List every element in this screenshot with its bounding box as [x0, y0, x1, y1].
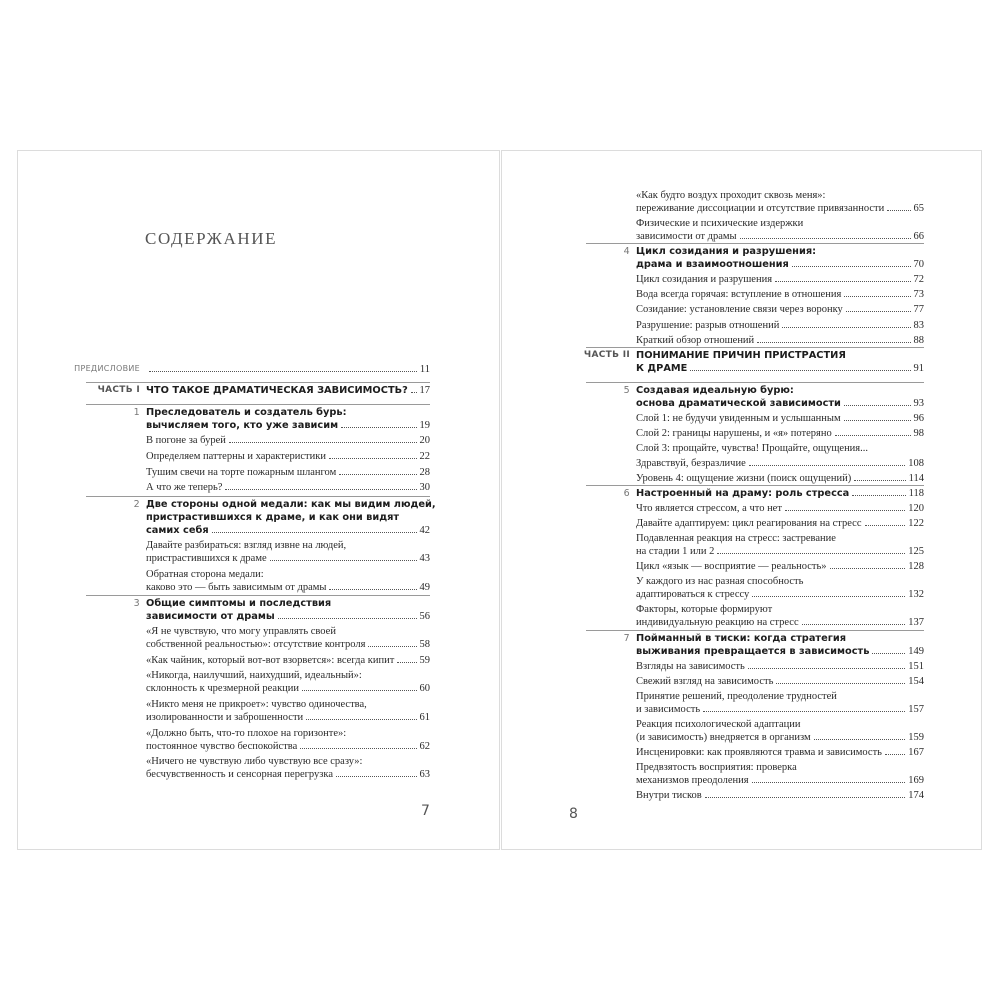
entry-title: Разрушение: разрыв отношений — [636, 320, 780, 331]
entry-page-number: 108 — [908, 458, 924, 469]
toc-entry[interactable] — [146, 435, 430, 447]
entry-page-number: 83 — [913, 320, 924, 331]
toc-entry[interactable] — [146, 467, 430, 479]
toc-entry[interactable] — [146, 540, 430, 552]
entry-page-number: 120 — [908, 503, 924, 514]
toc-chapter[interactable] — [146, 499, 436, 511]
toc-entry[interactable] — [146, 553, 430, 565]
dot-leader — [776, 682, 905, 684]
toc-entry[interactable] — [636, 617, 924, 629]
toc-part[interactable] — [636, 350, 924, 362]
entry-title: Взгляды на зависимость — [636, 661, 745, 672]
entry-title: У каждого из нас разная способность — [636, 576, 804, 587]
toc-entry[interactable] — [146, 451, 430, 463]
entry-title: выживания превращается в зависимость — [636, 646, 870, 657]
entry-title: Тушим свечи на торте пожарным шлангом — [146, 467, 337, 478]
entry-page-number: 174 — [908, 790, 924, 801]
dot-leader — [705, 796, 906, 798]
entry-page-number: 59 — [419, 655, 430, 666]
entry-page-number: 125 — [908, 546, 924, 557]
toc-entry[interactable] — [146, 728, 430, 740]
toc-entry[interactable] — [636, 413, 924, 425]
entry-page-number: 151 — [908, 661, 924, 672]
section-label: ПРЕДИСЛОВИЕ — [74, 364, 140, 373]
entry-title: пристрастившихся к драме — [146, 553, 267, 564]
entry-page-number: 43 — [419, 553, 430, 564]
toc-entry[interactable] — [146, 639, 430, 651]
entry-page-number: 62 — [419, 741, 430, 752]
entry-title: Что является стрессом, а что нет — [636, 503, 782, 514]
entry-page-number: 167 — [908, 747, 924, 758]
chapter-number: 2 — [133, 499, 140, 510]
entry-title: Внутри тисков — [636, 790, 702, 801]
toc-entry[interactable] — [636, 762, 924, 774]
entry-page-number: 91 — [913, 363, 924, 374]
page-number: 7 — [421, 803, 430, 819]
entry-title: самих себя — [146, 525, 209, 536]
toc-entry[interactable] — [636, 775, 924, 787]
dot-leader — [397, 661, 416, 663]
toc-entry[interactable] — [636, 790, 924, 802]
entry-title: «Как будто воздух проходит сквозь меня»: — [636, 190, 826, 201]
toc-entry[interactable] — [636, 719, 924, 731]
dot-leader — [835, 434, 911, 436]
entry-title: индивидуальную реакцию на стресс — [636, 617, 799, 628]
toc-entry[interactable] — [636, 274, 924, 286]
dot-leader — [887, 209, 910, 211]
entry-title: Предвзятость восприятия: проверка — [636, 762, 797, 773]
dot-leader — [149, 370, 417, 372]
entry-title: основа драматической зависимости — [636, 398, 841, 409]
entry-title: и зависимость — [636, 704, 701, 715]
dot-leader — [844, 404, 911, 406]
toc-chapter[interactable] — [146, 611, 430, 623]
dot-leader — [775, 280, 910, 282]
entry-title: вычисляем того, кто уже зависим — [146, 420, 339, 431]
entry-title: Определяем паттерны и характеристики — [146, 451, 326, 462]
entry-title: Вода всегда горячая: вступление в отношения — [636, 289, 842, 300]
toc-entry[interactable] — [636, 335, 924, 347]
dot-leader — [329, 457, 417, 459]
dot-leader — [411, 391, 417, 393]
toc-chapter[interactable] — [636, 385, 924, 397]
dot-leader — [844, 295, 910, 297]
entry-page-number: 17 — [419, 385, 430, 396]
dot-leader — [703, 710, 905, 712]
entry-page-number: 137 — [908, 617, 924, 628]
entry-title: Физические и психические издержки — [636, 218, 804, 229]
section-divider — [586, 485, 924, 486]
entry-page-number: 60 — [419, 683, 430, 694]
toc-entry[interactable] — [146, 699, 430, 711]
toc-chapter[interactable] — [146, 407, 430, 419]
entry-page-number: 72 — [913, 274, 924, 285]
entry-title: Свежий взгляд на зависимость — [636, 676, 774, 687]
entry-page-number: 93 — [913, 398, 924, 409]
chapter-number: 5 — [623, 385, 630, 396]
entry-title: изолированности и заброшенности — [146, 712, 304, 723]
entry-page-number: 77 — [913, 304, 924, 315]
toc-entry[interactable] — [636, 320, 924, 332]
toc-chapter[interactable] — [146, 512, 430, 524]
section-divider — [586, 243, 924, 244]
dot-leader — [749, 464, 906, 466]
dot-leader — [830, 567, 906, 569]
entry-title: Цикл созидания и разрушения — [636, 274, 773, 285]
entry-title: «Ничего не чувствую либо чувствую все сразу»: — [146, 756, 363, 767]
dot-leader — [802, 623, 906, 625]
entry-title: на стадии 1 или 2 — [636, 546, 715, 557]
entry-page-number: 122 — [908, 518, 924, 529]
section-divider — [586, 630, 924, 631]
entry-page-number: 149 — [908, 646, 924, 657]
toc-entry[interactable] — [636, 546, 924, 558]
toc-entry[interactable] — [146, 626, 430, 638]
toc-entry[interactable] — [636, 589, 924, 601]
toc-entry[interactable] — [636, 443, 924, 455]
dot-leader — [752, 595, 905, 597]
entry-title: зависимости от драмы — [636, 231, 737, 242]
toc-entry[interactable] — [146, 683, 430, 695]
entry-page-number: 157 — [908, 704, 924, 715]
entry-page-number: 61 — [419, 712, 430, 723]
dot-leader — [814, 738, 906, 740]
entry-title: В погоне за бурей — [146, 435, 226, 446]
entry-title: собственной реальностью»: отсутствие контроля — [146, 639, 366, 650]
entry-page-number: 63 — [419, 769, 430, 780]
entry-page-number: 73 — [913, 289, 924, 300]
toc-entry[interactable] — [636, 676, 924, 688]
dot-leader — [278, 617, 417, 619]
toc-entry[interactable] — [636, 533, 924, 545]
entry-title: Слой 3: прощайте, чувства! Прощайте, ощущения... — [636, 443, 869, 454]
entry-title: постоянное чувство беспокойства — [146, 741, 298, 752]
entry-title: Обратная сторона медали: — [146, 569, 264, 580]
entry-title: Уровень 4: ощущение жизни (поиск ощущений) — [636, 473, 852, 484]
entry-title: ЧТО ТАКОЕ ДРАМАТИЧЕСКАЯ ЗАВИСИМОСТЬ? — [146, 385, 408, 396]
dot-leader — [306, 718, 416, 720]
entry-page-number: 88 — [913, 335, 924, 346]
entry-title: зависимости от драмы — [146, 611, 275, 622]
dot-leader — [300, 747, 416, 749]
dot-leader — [229, 441, 417, 443]
toc-entry[interactable] — [146, 670, 430, 682]
chapter-number: 7 — [623, 633, 630, 644]
entry-title: Подавленная реакция на стресс: застревание — [636, 533, 836, 544]
entry-title: механизмов преодоления — [636, 775, 749, 786]
toc-chapter[interactable] — [146, 598, 430, 610]
toc-entry[interactable] — [636, 473, 924, 485]
dot-leader — [212, 531, 417, 533]
entry-title: Две стороны одной медали: как мы видим людей, — [146, 499, 436, 510]
entry-page-number: 154 — [908, 676, 924, 687]
entry-title: переживание диссоциации и отсутствие привязанности — [636, 203, 885, 214]
toc-chapter[interactable] — [636, 398, 924, 410]
entry-title: Общие симптомы и последствия — [146, 598, 332, 609]
toc-entry[interactable] — [146, 569, 430, 581]
toc-entry[interactable] — [636, 604, 924, 616]
dot-leader — [885, 753, 905, 755]
entry-title: К ДРАМЕ — [636, 363, 688, 374]
dot-leader — [846, 310, 911, 312]
dot-leader — [748, 667, 905, 669]
entry-title: А что же теперь? — [146, 482, 223, 493]
dot-leader — [740, 237, 911, 239]
section-divider — [86, 404, 430, 405]
toc-entry[interactable] — [636, 428, 924, 440]
toc-part[interactable] — [146, 385, 430, 397]
toc-entry[interactable] — [636, 518, 924, 530]
toc-entry[interactable] — [636, 304, 924, 316]
toc-entry[interactable] — [636, 458, 924, 470]
dot-leader — [757, 341, 910, 343]
dot-leader — [854, 479, 905, 481]
entry-title: Реакция психологической адаптации — [636, 719, 801, 730]
entry-page-number: 159 — [908, 732, 924, 743]
entry-title: Преследователь и создатель бурь: — [146, 407, 347, 418]
dot-leader — [865, 524, 906, 526]
part-label: ЧАСТЬ II — [583, 350, 630, 360]
entry-title: драма и взаимоотношения — [636, 259, 789, 270]
toc-entry[interactable] — [146, 756, 430, 768]
entry-title: «Как чайник, который вот-вот взорвется»: всегда кипит — [146, 655, 395, 666]
toc-entry[interactable] — [636, 661, 924, 673]
entry-title: «Никто меня не прикроет»: чувство одиночества, — [146, 699, 367, 710]
toc-entry[interactable] — [636, 190, 924, 202]
toc-entry[interactable] — [146, 712, 430, 724]
entry-page-number: 28 — [419, 467, 430, 478]
dot-leader — [341, 426, 416, 428]
toc-entry[interactable] — [146, 655, 430, 667]
entry-title: Давайте адаптируем: цикл реагирования на стресс — [636, 518, 862, 529]
toc-entry[interactable] — [636, 203, 924, 215]
toc-chapter[interactable] — [636, 363, 924, 375]
entry-page-number: 169 — [908, 775, 924, 786]
entry-title: «Я не чувствую, что могу управлять своей — [146, 626, 336, 637]
entry-page-number: 22 — [419, 451, 430, 462]
toc-entry[interactable] — [636, 561, 924, 573]
entry-title: Краткий обзор отношений — [636, 335, 755, 346]
toc-entry[interactable] — [636, 747, 924, 759]
dot-leader — [872, 652, 905, 654]
entry-page-number: 118 — [908, 488, 924, 499]
dot-leader — [339, 473, 416, 475]
entry-title: адаптироваться к стрессу — [636, 589, 750, 600]
entry-page-number: 49 — [419, 582, 430, 593]
entry-title: Факторы, которые формируют — [636, 604, 773, 615]
toc-entry[interactable] — [636, 576, 924, 588]
entry-page-number: 19 — [419, 420, 430, 431]
entry-page-number: 114 — [908, 473, 924, 484]
entry-title: Давайте разбираться: взгляд извне на людей, — [146, 540, 347, 551]
dot-leader — [336, 775, 416, 777]
section-divider — [586, 382, 924, 383]
entry-title: «Никогда, наилучший, наихудший, идеальный»: — [146, 670, 362, 681]
entry-title: Здравствуй, безразличие — [636, 458, 746, 469]
dot-leader — [225, 488, 416, 490]
entry-title: Цикл созидания и разрушения: — [636, 246, 817, 257]
toc-entry[interactable] — [636, 732, 924, 744]
entry-page-number: 11 — [419, 364, 430, 375]
toc-entry[interactable] — [636, 289, 924, 301]
toc-entry[interactable] — [146, 769, 430, 781]
dot-leader — [690, 369, 910, 371]
dot-leader — [368, 645, 416, 647]
entry-page-number: 132 — [908, 589, 924, 600]
toc-entry[interactable] — [636, 231, 924, 243]
entry-page-number: 70 — [913, 259, 924, 270]
toc-chapter[interactable] — [636, 633, 924, 645]
toc-entry[interactable] — [146, 364, 430, 376]
entry-title: склонность к чрезмерной реакции — [146, 683, 300, 694]
toc-entry[interactable] — [636, 704, 924, 716]
entry-title: каково это — быть зависимым от драмы — [146, 582, 327, 593]
chapter-number: 6 — [623, 488, 630, 499]
entry-page-number: 66 — [913, 231, 924, 242]
entry-page-number: 30 — [419, 482, 430, 493]
toc-entry[interactable] — [636, 218, 924, 230]
entry-page-number: 58 — [419, 639, 430, 650]
toc-chapter[interactable] — [146, 525, 430, 537]
toc-entry[interactable] — [636, 503, 924, 515]
entry-title: Созидание: установление связи через воронку — [636, 304, 843, 315]
entry-page-number: 56 — [419, 611, 430, 622]
dot-leader — [329, 588, 416, 590]
dot-leader — [852, 494, 905, 496]
entry-page-number: 128 — [908, 561, 924, 572]
toc-chapter[interactable] — [636, 488, 924, 500]
entry-page-number: 65 — [913, 203, 924, 214]
entry-title: Инсценировки: как проявляются травма и зависимость — [636, 747, 882, 758]
toc-entry[interactable] — [146, 582, 430, 594]
toc-entry[interactable] — [636, 691, 924, 703]
toc-chapter[interactable] — [636, 259, 924, 271]
section-divider — [86, 496, 430, 497]
toc-entry[interactable] — [146, 482, 430, 494]
dot-leader — [792, 265, 911, 267]
entry-page-number: 98 — [913, 428, 924, 439]
contents-heading: СОДЕРЖАНИЕ — [145, 229, 278, 248]
entry-title: пристрастившихся к драме, и как они видят — [146, 512, 400, 523]
dot-leader — [844, 419, 911, 421]
entry-title: бесчувственность и сенсорная перегрузка — [146, 769, 334, 780]
dot-leader — [717, 552, 905, 554]
entry-title: Принятие решений, преодоление трудностей — [636, 691, 837, 702]
toc-chapter[interactable] — [636, 246, 924, 258]
chapter-number: 4 — [623, 246, 630, 257]
dot-leader — [752, 781, 906, 783]
section-divider — [586, 347, 924, 348]
entry-title: Пойманный в тиски: когда стратегия — [636, 633, 847, 644]
chapter-number: 1 — [133, 407, 140, 418]
entry-title: (и зависимость) внедряется в организм — [636, 732, 811, 743]
page-number: 8 — [569, 806, 578, 822]
chapter-number: 3 — [133, 598, 140, 609]
entry-title: «Должно быть, что-то плохое на горизонте»: — [146, 728, 347, 739]
dot-leader — [302, 689, 416, 691]
entry-title: Создавая идеальную бурю: — [636, 385, 794, 396]
section-divider — [86, 382, 430, 383]
dot-leader — [270, 559, 417, 561]
toc-chapter[interactable] — [146, 420, 430, 432]
entry-page-number: 20 — [419, 435, 430, 446]
dot-leader — [782, 326, 910, 328]
toc-entry[interactable] — [146, 741, 430, 753]
entry-title: Слой 1: не будучи увиденным и услышанным — [636, 413, 841, 424]
dot-leader — [785, 509, 905, 511]
entry-page-number: 96 — [913, 413, 924, 424]
entry-title: ПОНИМАНИЕ ПРИЧИН ПРИСТРАСТИЯ — [636, 350, 846, 361]
entry-page-number: 42 — [419, 525, 430, 536]
entry-title: Цикл «язык — восприятие — реальность» — [636, 561, 827, 572]
part-label: ЧАСТЬ I — [97, 385, 140, 395]
toc-chapter[interactable] — [636, 646, 924, 658]
section-divider — [86, 595, 430, 596]
entry-title: Настроенный на драму: роль стресса — [636, 488, 850, 499]
entry-title: Слой 2: границы нарушены, и «я» потеряно — [636, 428, 832, 439]
